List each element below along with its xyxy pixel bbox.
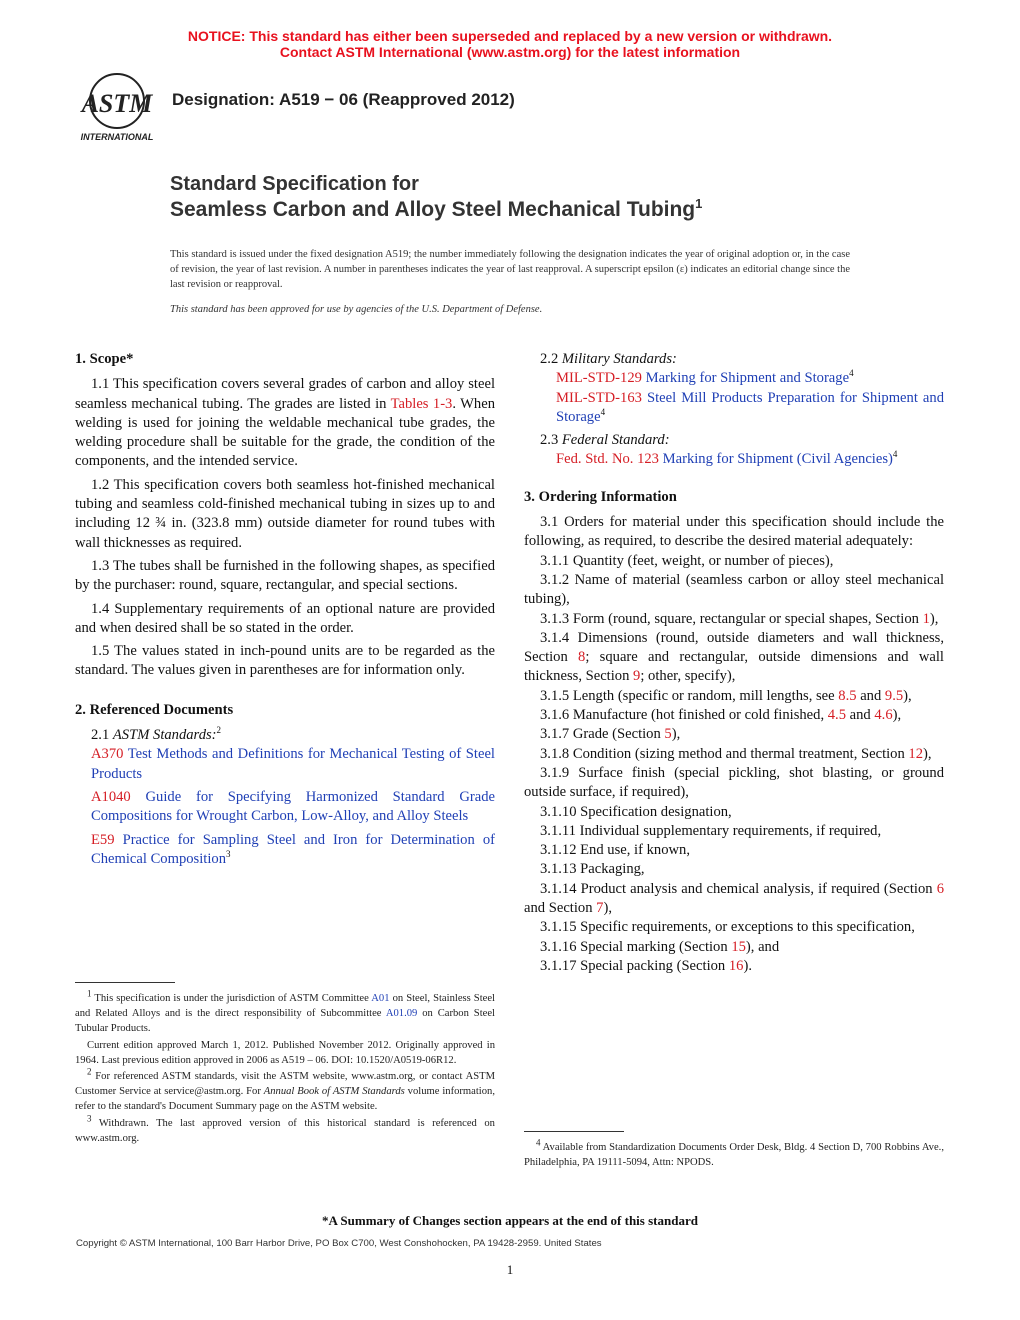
para-1-1-a: 1.1 This specification covers several grades of carbon and alloy steel seamless mechanical tubing. The grades are listed in <box>75 376 495 412</box>
title-text: Seamless Carbon and Alloy Steel Mechanical Tubing <box>170 198 696 221</box>
ref-item-fed-std-123[interactable] <box>540 450 944 469</box>
fed-label-num: 2.3 <box>540 432 562 449</box>
astm-logo <box>72 70 162 144</box>
fn4-text: Available from Standardization Documents Order Desk, Bldg. 4 Section D, 700 Robbins Ave., Philadelphia, PA 19111-5094, Attn: NPODS. <box>524 1142 944 1169</box>
item-3-1-6 <box>524 706 944 725</box>
i16-b: ), and <box>745 938 780 955</box>
section-link[interactable]: 4.5 <box>827 707 846 724</box>
para-1-4: 1.4 Supplementary requirements of an optional nature are provided and when desired shall be so stated in the order. <box>75 600 495 636</box>
section-link[interactable]: 6 <box>936 880 944 897</box>
ref-title[interactable]: Practice for Sampling Steel and Iron for Determination of Chemical Composition <box>91 831 495 867</box>
section-link[interactable]: 9.5 <box>884 687 904 704</box>
title-line-1: Standard Specification for <box>170 173 419 195</box>
fn2-mark: 2 <box>87 1066 92 1077</box>
i17-a: 3.1.17 Special packing (Section <box>540 957 729 974</box>
item-3-1-4 <box>524 629 944 687</box>
i14-a: 3.1.14 Product analysis and chemical analysis, if required (Section <box>540 880 937 897</box>
i3-a: 3.1.3 Form (round, square, rectangular or special shapes, Section <box>540 610 923 627</box>
item-3-1-3 <box>524 610 944 629</box>
footnote-4-para <box>524 1137 944 1170</box>
footnote-3 <box>75 1113 495 1146</box>
ref-item-mil-std-129[interactable] <box>540 369 944 388</box>
item-3-1-5 <box>524 687 944 706</box>
footnote-4 <box>524 1137 944 1171</box>
copyright: Copyright © ASTM International, 100 Barr Harbor Drive, PO Box C700, West Conshohocken, PA 19428-2959. United States <box>76 1238 602 1249</box>
section-link[interactable]: 4.6 <box>874 707 893 724</box>
item-3-1-11: 3.1.11 Individual supplementary requirements, if required, <box>540 822 882 839</box>
para-1-2: 1.2 This specification covers both seamless hot-finished mechanical tubing and seamless cold-finished mechanical tubing in sizes up to and including 12 ¾ in. (323.8 mm) outside diameter for round tubes with wall thicknesses as required. <box>75 476 495 551</box>
ref-code[interactable]: Fed. Std. No. 123 <box>556 451 659 468</box>
ordering-heading: 3. Ordering Information <box>524 488 677 505</box>
issuance-note: This standard is issued under the fixed designation A519; the number immediately following the designation indicates the year of original adoption or, in the case of revision, the year of last revision. A number in parentheses indicates the year of last reapproval. A superscript epsilon (ε) indicates an editorial change since the last revision or reapproval. <box>170 249 850 290</box>
federal-standard-label <box>524 431 944 450</box>
section-link[interactable]: 7 <box>596 900 604 917</box>
ref-sup: 4 <box>600 407 606 418</box>
item-3-1-1: 3.1.1 Quantity (feet, weight, or number of pieces), <box>540 552 834 569</box>
fn1-mark: 1 <box>87 988 92 999</box>
section-link[interactable]: 15 <box>731 938 746 955</box>
section-link[interactable]: 5 <box>664 726 672 743</box>
para-1-1 <box>75 375 495 471</box>
i7-b: ), <box>671 726 681 743</box>
ref-title[interactable]: Marking for Shipment and Storage <box>645 370 850 387</box>
footnote-2 <box>75 1066 495 1115</box>
i5-b: and <box>856 687 885 704</box>
i14-b: and Section <box>524 900 597 917</box>
ref-title[interactable]: Guide for Specifying Harmonized Standard Grade Compositions for Wrought Carbon, Low-Alloy, and Alloy Steels <box>91 788 495 825</box>
i16-a: 3.1.16 Special marking (Section <box>540 938 732 955</box>
ref-title[interactable]: Test Methods and Definitions for Mechanical Testing of Steel Products <box>91 746 495 782</box>
item-3-1-15: 3.1.15 Specific requirements, or exceptions to this specification, <box>540 919 915 936</box>
subcommittee-link[interactable]: A01.09 <box>385 1008 418 1020</box>
ref-title[interactable]: Marking for Shipment (Civil Agencies) <box>662 451 893 468</box>
page-number: 1 <box>506 1262 514 1277</box>
astm-standards-label <box>75 726 495 745</box>
military-standards-label <box>524 350 944 369</box>
section-link[interactable]: 1 <box>922 610 930 627</box>
i8-a: 3.1.8 Condition (sizing method and thermal treatment, Section <box>540 745 909 762</box>
notice-line-2: Contact ASTM International (www.astm.org) for the latest information <box>279 44 741 60</box>
fn1-a: This specification is under the jurisdiction of ASTM Committee <box>94 993 372 1004</box>
title-footnote-mark: 1 <box>695 196 703 211</box>
logo-text: ASTM <box>81 89 153 118</box>
section-link[interactable]: 16 <box>728 957 744 974</box>
para-1-1-b: . When welding is used for joining the weldable mechanical tube grades, the welding procedure shall be suitable for the grade, the condition of the components, and the intended service. <box>75 395 496 470</box>
astm-label-text: ASTM Standards: <box>112 727 217 744</box>
i3-b: ), <box>929 610 939 627</box>
astm-label-sup: 2 <box>216 725 222 736</box>
section-link[interactable]: 8.5 <box>838 687 857 704</box>
committee-link[interactable]: A01 <box>371 993 390 1004</box>
i6-c: ), <box>892 707 902 724</box>
ref-code[interactable]: MIL-STD-163 <box>556 389 642 406</box>
fn4-mark: 4 <box>536 1137 541 1148</box>
item-3-1-2: 3.1.2 Name of material (seamless carbon or alloy steel mechanical tubing), <box>524 571 944 608</box>
refdocs-heading: 2. Referenced Documents <box>75 701 234 718</box>
dod-note: This standard has been approved for use by agencies of the U.S. Department of Defense. <box>170 304 543 315</box>
fed-label-text: Federal Standard: <box>561 432 670 449</box>
mil-label-num: 2.2 <box>540 351 562 367</box>
i7-a: 3.1.7 Grade (Section <box>540 726 665 743</box>
ref-title[interactable]: Steel Mill Products Preparation for Shipment and Storage <box>556 389 945 425</box>
item-3-1-9: 3.1.9 Surface finish (special pickling, shot blasting, or ground outside surface, if required), <box>524 764 944 801</box>
fn2-b: volume information, refer to the standard's Document Summary page on the ASTM website. <box>75 1086 495 1113</box>
item-3-1-17 <box>524 957 944 976</box>
item-3-1-13: 3.1.13 Packaging, <box>540 861 645 878</box>
logo-subtext: INTERNATIONAL <box>80 132 154 142</box>
fn1-c: on Carbon Steel Tubular Products. <box>75 1008 495 1035</box>
i6-b: and <box>846 707 875 724</box>
footnotes-left <box>75 988 495 1147</box>
item-3-1-7 <box>524 725 944 744</box>
ref-code[interactable]: MIL-STD-129 <box>556 370 642 387</box>
item-3-1-10: 3.1.10 Specification designation, <box>540 803 732 820</box>
fn1-b: on Steel, Stainless Steel and Related Alloys and is the direct responsibility of Subcommittee <box>75 993 495 1020</box>
ref-item-a370[interactable] <box>75 745 495 784</box>
ref-sup: 4 <box>892 449 898 460</box>
footnote-1-edition: Current edition approved March 1, 2012. Published November 2012. Originally approved in 1964. Last previous edition approved in 2006 as A519 – 06. DOI: 10.1520/A0519-06R12. <box>75 1039 495 1066</box>
i17-b: ). <box>743 957 752 974</box>
ref-item-mil-std-163[interactable] <box>540 389 944 428</box>
footnote-1 <box>75 988 495 1037</box>
ref-item-a1040[interactable] <box>75 788 495 827</box>
scope-heading: 1. Scope* <box>75 351 134 367</box>
ref-sup: 3 <box>226 848 231 859</box>
notice-line-1: NOTICE: This standard has either been superseded and replaced by a new version or withdrawn. <box>187 28 833 44</box>
ref-code[interactable]: A1040 <box>91 788 131 805</box>
title-line-2 <box>170 198 702 222</box>
fn3-mark: 3 <box>87 1113 92 1124</box>
summary-note: *A Summary of Changes section appears at the end of this standard <box>322 1213 698 1228</box>
right-column <box>524 350 944 976</box>
item-3-1-12: 3.1.12 End use, if known, <box>540 842 690 859</box>
i5-c: ), <box>903 687 912 704</box>
fn2-a: For referenced ASTM standards, visit the ASTM website, www.astm.org, or contact ASTM Customer Service at service@astm.org. For <box>75 1071 495 1098</box>
ref-code[interactable]: E59 <box>91 831 115 848</box>
astm-label-num: 2.1 <box>91 727 113 744</box>
item-3-1-14 <box>524 880 944 919</box>
footnote-rule-left <box>75 982 175 983</box>
i14-c: ), <box>603 900 612 917</box>
i8-b: ), <box>923 745 932 762</box>
i4-b: ; square and rectangular, outside dimensions and wall thickness, Section <box>524 649 944 685</box>
para-3-1: 3.1 Orders for material under this specification should include the following, as required, to describe the desired material adequately: <box>524 514 944 550</box>
footnote-rule-right <box>524 1131 624 1132</box>
fn2-italic: Annual Book of ASTM Standards <box>263 1086 405 1098</box>
para-1-5: 1.5 The values stated in inch-pound units are to be regarded as the standard. The values given in parentheses are for information only. <box>75 643 495 679</box>
ref-sup: 4 <box>849 368 854 379</box>
designation: Designation: A519 − 06 (Reapproved 2012) <box>172 90 515 109</box>
ref-code[interactable]: A370 <box>91 746 124 763</box>
i6-a: 3.1.6 Manufacture (hot finished or cold finished, <box>540 707 828 724</box>
section-link[interactable]: 8 <box>578 649 586 666</box>
para-1-3: 1.3 The tubes shall be furnished in the following shapes, as specified by the purchaser: round, square, rectangular, and special sections. <box>75 557 495 594</box>
item-3-1-8 <box>524 745 944 764</box>
fn3-text: Withdrawn. The last approved version of this historical standard is referenced on www.astm.org. <box>75 1117 495 1144</box>
i4-c: ; other, specify), <box>640 668 736 685</box>
i4-a: 3.1.4 Dimensions (round, outside diameters and wall thickness, Section <box>524 629 944 666</box>
item-3-1-16 <box>524 938 944 957</box>
section-link[interactable]: 12 <box>908 745 924 762</box>
mil-label-text: Military Standards: <box>561 351 677 367</box>
left-column <box>75 350 495 873</box>
i5-a: 3.1.5 Length (specific or random, mill lengths, see <box>540 687 839 704</box>
tables-link[interactable]: Tables 1-3 <box>390 395 453 412</box>
ref-item-e59[interactable] <box>75 831 495 870</box>
section-link[interactable]: 9 <box>633 668 641 685</box>
astm-logo-graphic <box>72 70 162 144</box>
